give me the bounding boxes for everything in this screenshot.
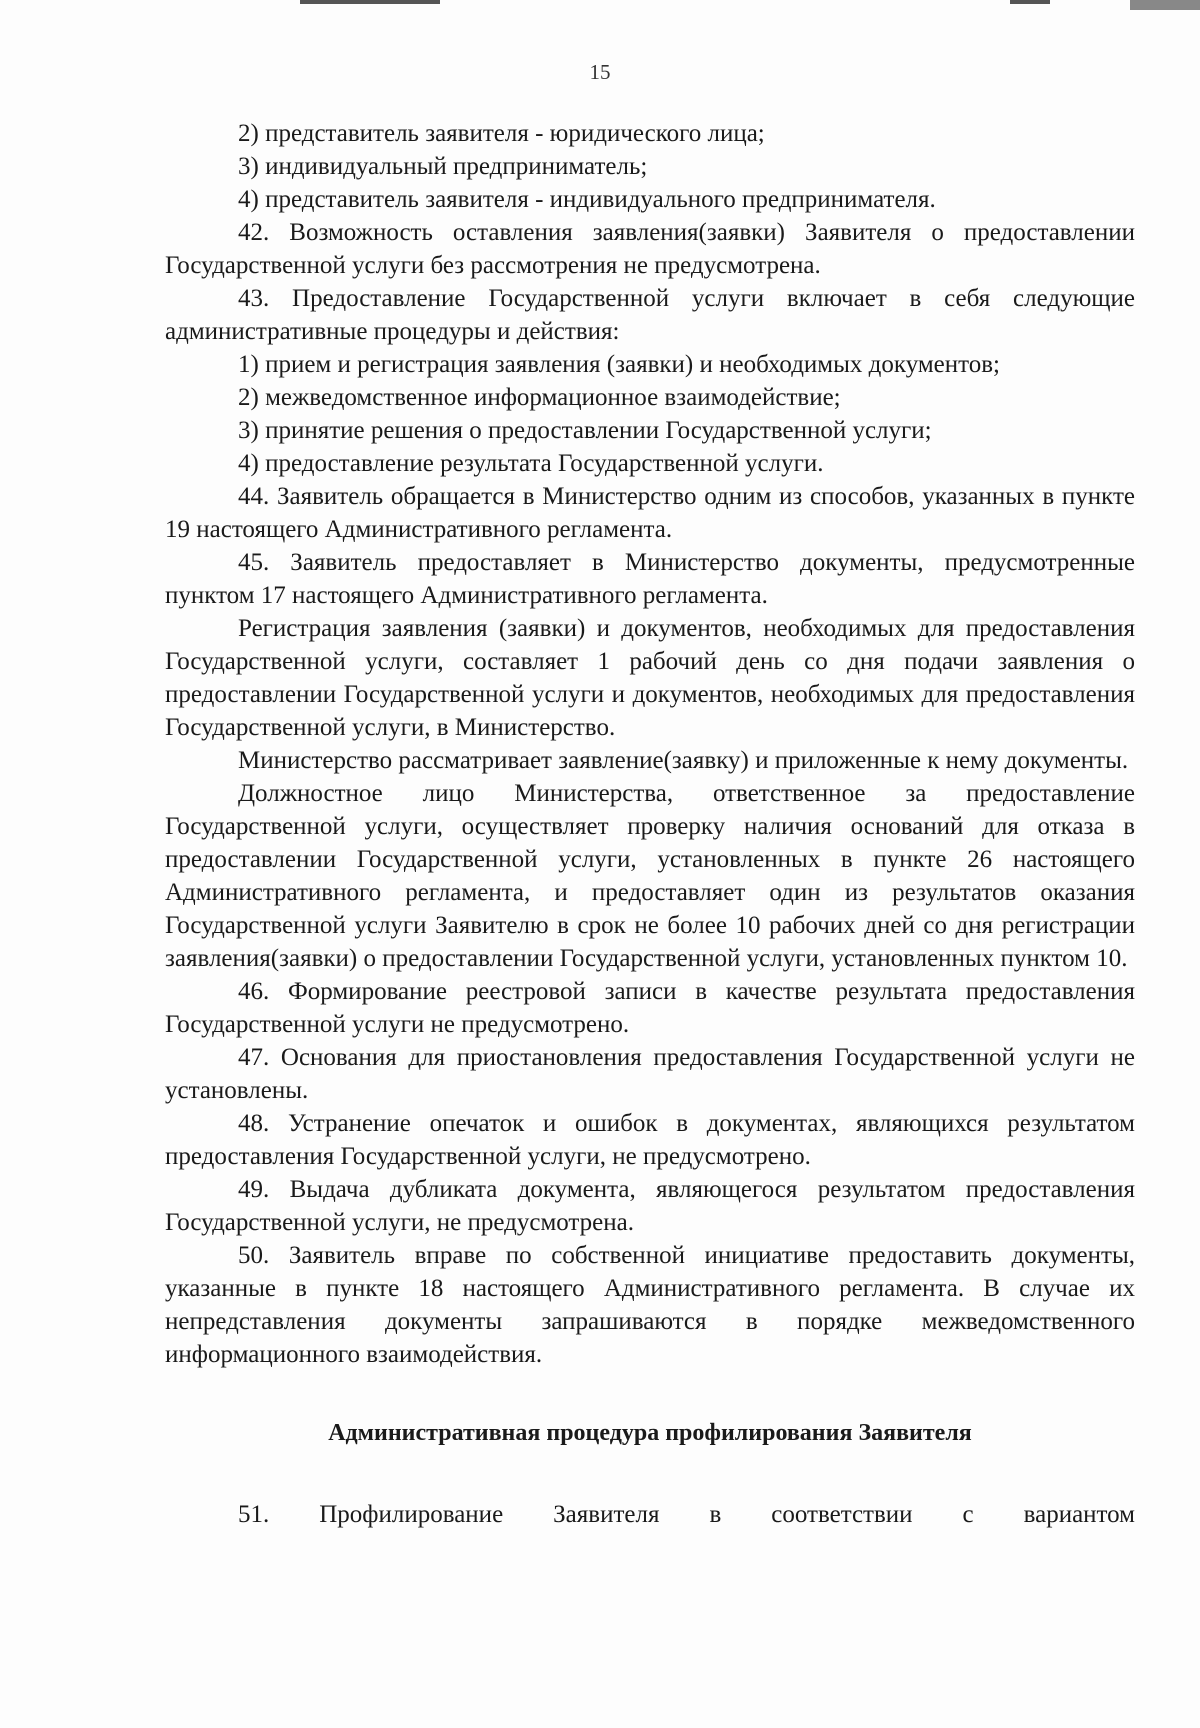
paragraph-51: 51. Профилирование Заявителя в соответствии с вариантом bbox=[238, 1501, 1135, 1528]
paragraph-43: 43. Предоставление Государственной услуги включает в себя следующие административные процедуры и действия: bbox=[165, 285, 1135, 345]
list-item: 3) принятие решения о предоставлении Государственной услуги; bbox=[238, 417, 932, 444]
scan-artifact bbox=[1130, 0, 1200, 10]
paragraph-review: Министерство рассматривает заявление(заявку) и приложенные к нему документы. bbox=[238, 747, 1129, 774]
paragraph-official: Должностное лицо Министерства, ответственное за предоставление Государственной услуги, осуществляет проверку наличия оснований для отказа в предоставлении Государственной услуги, установленных в пункте 26 настоящего Административного регламента, и предоставляет один из результатов оказания Государственной услуги Заявителю в срок не более 10 рабочих дней со дня регистрации заявления(заявки) о предоставлении Государственной услуги, установленных пунктом 10. bbox=[165, 780, 1135, 972]
scan-artifact bbox=[300, 0, 440, 4]
page-number: 15 bbox=[589, 60, 611, 84]
paragraph-45: 45. Заявитель предоставляет в Министерство документы, предусмотренные пунктом 17 настоящего Административного регламента. bbox=[165, 549, 1135, 609]
paragraph-42: 42. Возможность оставления заявления(заявки) Заявителя о предоставлении Государственной услуги без рассмотрения не предусмотрена. bbox=[165, 219, 1135, 279]
paragraph-49: 49. Выдача дубликата документа, являющегося результатом предоставления Государственной услуги, не предусмотрена. bbox=[165, 1176, 1135, 1236]
paragraph-48: 48. Устранение опечаток и ошибок в документах, являющихся результатом предоставления Государственной услуги, не предусмотрено. bbox=[165, 1110, 1135, 1170]
list-item: 2) представитель заявителя - юридического лица; bbox=[238, 120, 765, 147]
list-item: 3) индивидуальный предприниматель; bbox=[238, 153, 648, 180]
paragraph-44: 44. Заявитель обращается в Министерство одним из способов, указанных в пункте 19 настоящего Административного регламента. bbox=[165, 483, 1135, 543]
scan-artifact bbox=[1010, 0, 1050, 4]
list-item: 4) представитель заявителя - индивидуального предпринимателя. bbox=[238, 186, 936, 213]
paragraph-registration: Регистрация заявления (заявки) и документов, необходимых для предоставления Государственной услуги, составляет 1 рабочий день со дня подачи заявления о предоставлении Государственной услуги и документов, необходимых для предоставления Государственной услуги, в Министерство. bbox=[165, 615, 1135, 741]
list-item: 2) межведомственное информационное взаимодействие; bbox=[238, 384, 841, 411]
list-item: 4) предоставление результата Государственной услуги. bbox=[238, 450, 824, 477]
paragraph-47: 47. Основания для приостановления предоставления Государственной услуги не установлены. bbox=[165, 1044, 1135, 1104]
section-heading: Административная процедура профилирования Заявителя bbox=[328, 1420, 972, 1446]
list-item: 1) прием и регистрация заявления (заявки) и необходимых документов; bbox=[238, 351, 1000, 378]
paragraph-46: 46. Формирование реестровой записи в качестве результата предоставления Государственной услуги не предусмотрено. bbox=[165, 978, 1135, 1038]
paragraph-50: 50. Заявитель вправе по собственной инициативе предоставить документы, указанные в пункте 18 настоящего Административного регламента. В случае их непредставления документы запрашиваются в порядке межведомственного информационного взаимодействия. bbox=[165, 1242, 1135, 1368]
document-body bbox=[165, 117, 1135, 1531]
